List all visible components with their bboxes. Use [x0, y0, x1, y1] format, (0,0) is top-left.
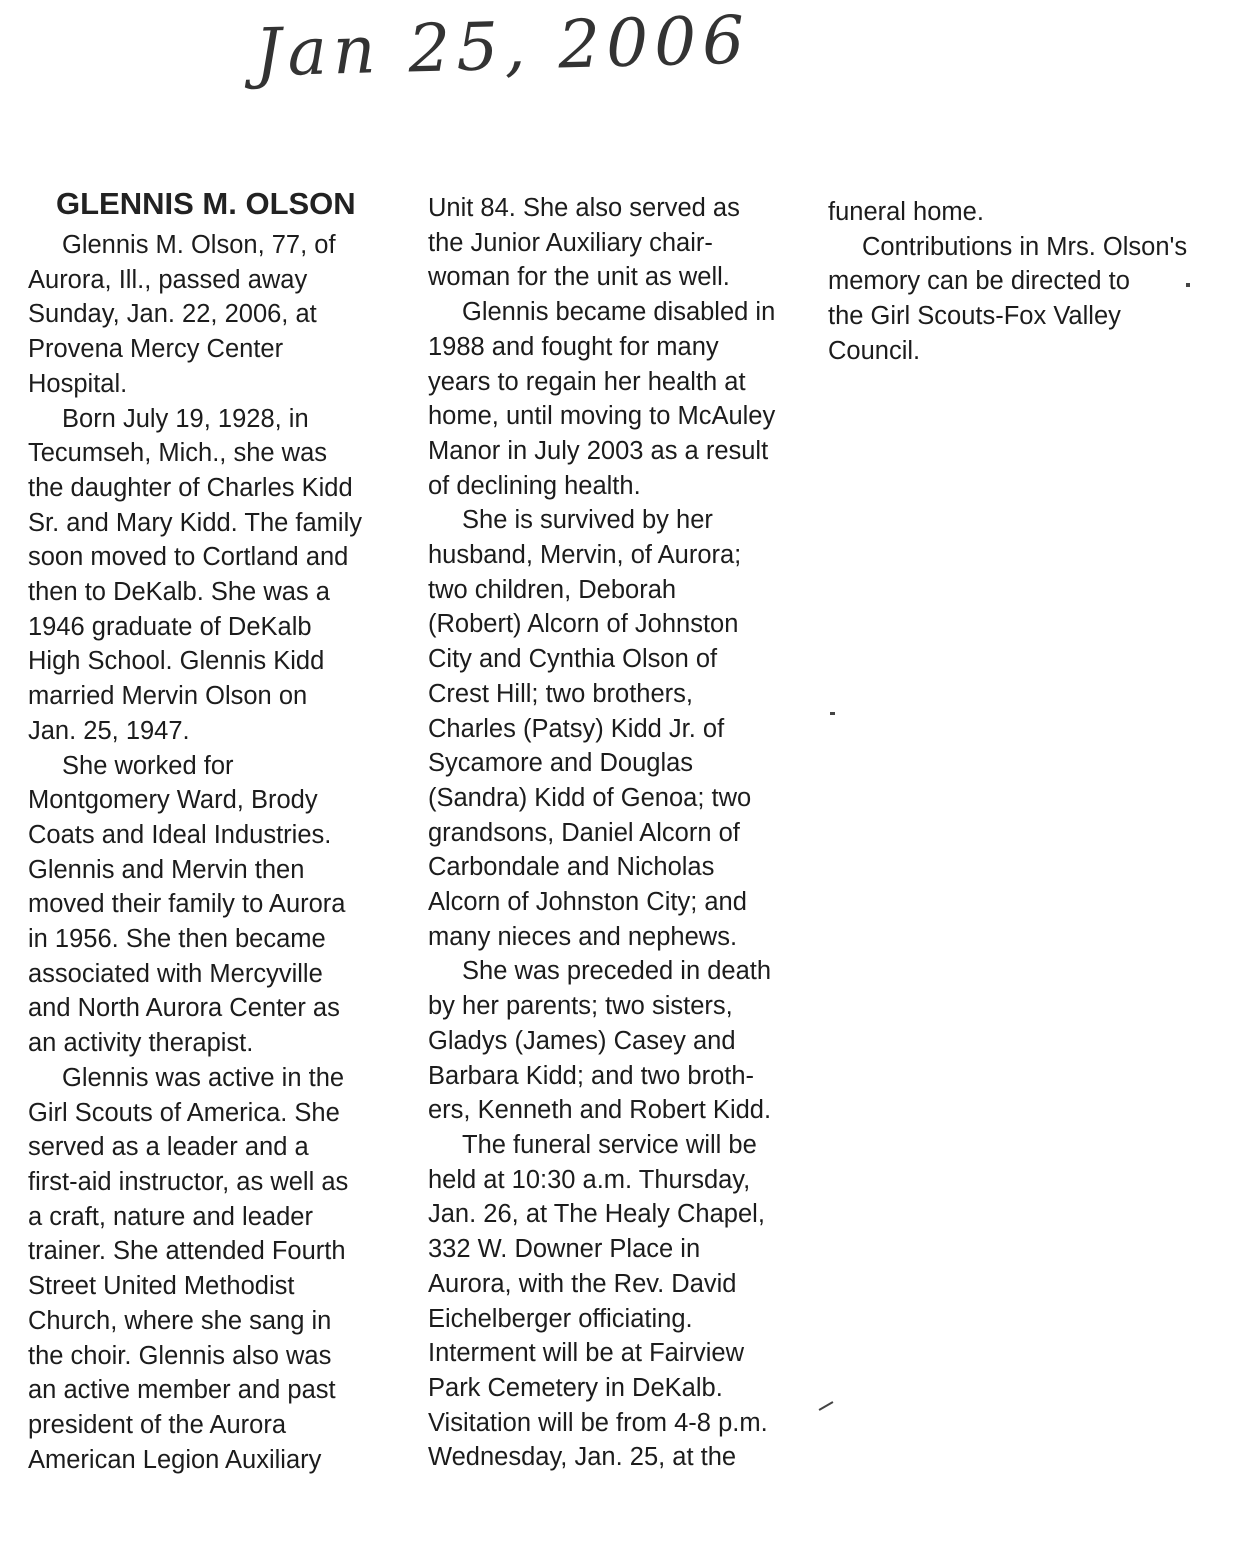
paragraph: Glennis M. Olson, 77, of Aurora, Ill., passed away Sunday, Jan. 22, 2006, at Provena Mercy Center Hospital.	[28, 231, 336, 398]
scan-speck	[830, 712, 835, 715]
paragraph: She is survived by her husband, Mervin, of Aurora; two children, Deborah (Robert) Alcorn of Johnston City and Cynthia Olson of Crest Hill; two brothers, Charles (Patsy) Kidd Jr. of Sycamore and Douglas (Sandra) Kidd of Genoa; two grandsons, Daniel Alcorn of Carbondale and Nicholas Alcorn of Johnston City; and many nieces and nephews.	[428, 506, 752, 951]
paragraph: Glennis was active in the Girl Scouts of America. She served as a leader and a first-aid instructor, as well as a craft, nature and leader trainer. She attended Fourth Street United Methodist Church, where she sang in the choir. Glennis also was an active member and past president of the Aurora American Legion Auxiliary	[28, 1063, 349, 1474]
paragraph: Contributions in Mrs. Olson's memory can be directed to the Girl Scouts-Fox Valley Council.	[828, 232, 1188, 365]
paragraph: Glennis became disabled in 1988 and fought for many years to regain her health at home, until moving to McAuley Manor in July 2003 as a result of declining health.	[428, 298, 776, 500]
paragraph: She was preceded in death by her parents; two sisters, Gladys (James) Casey and Barbara Kidd; and two broth- ers, Kenneth and Robert Kidd.	[428, 957, 772, 1125]
scan-speck	[1186, 283, 1190, 287]
paragraph: Unit 84. She also served as the Junior Auxiliary chair- woman for the unit as well.	[428, 194, 740, 292]
handwritten-date: Jan 25, 2006	[254, 1, 752, 92]
column-3	[828, 195, 1228, 369]
paragraph: funeral home.	[828, 198, 984, 226]
obituary-title: GLENNIS M. OLSON	[56, 186, 356, 221]
paragraph: Born July 19, 1928, in Tecumseh, Mich., she was the daughter of Charles Kidd Sr. and Mary Kidd. The family soon moved to Cortland and then to DeKalb. She was a 1946 graduate of DeKalb High School. Glennis Kidd married Mervin Olson on Jan. 25, 1947.	[28, 404, 363, 745]
paragraph: She worked for Montgomery Ward, Brody Coats and Ideal Industries. Glennis and Mervin then moved their family to Aurora in 1956. She then became associated with Mercyville and North Aurora Center as an activity therapist.	[28, 751, 346, 1058]
column-1	[28, 228, 428, 1477]
column-2	[428, 191, 828, 1475]
paragraph: The funeral service will be held at 10:30 a.m. Thursday, Jan. 26, at The Healy Chapel, 332 W. Downer Place in Aurora, with the Rev. David Eichelberger officiating. Interment will be at Fairview Park Cemetery in DeKalb. Visitation will be from 4-8 p.m. Wednesday, Jan. 25, at the	[428, 1130, 768, 1472]
